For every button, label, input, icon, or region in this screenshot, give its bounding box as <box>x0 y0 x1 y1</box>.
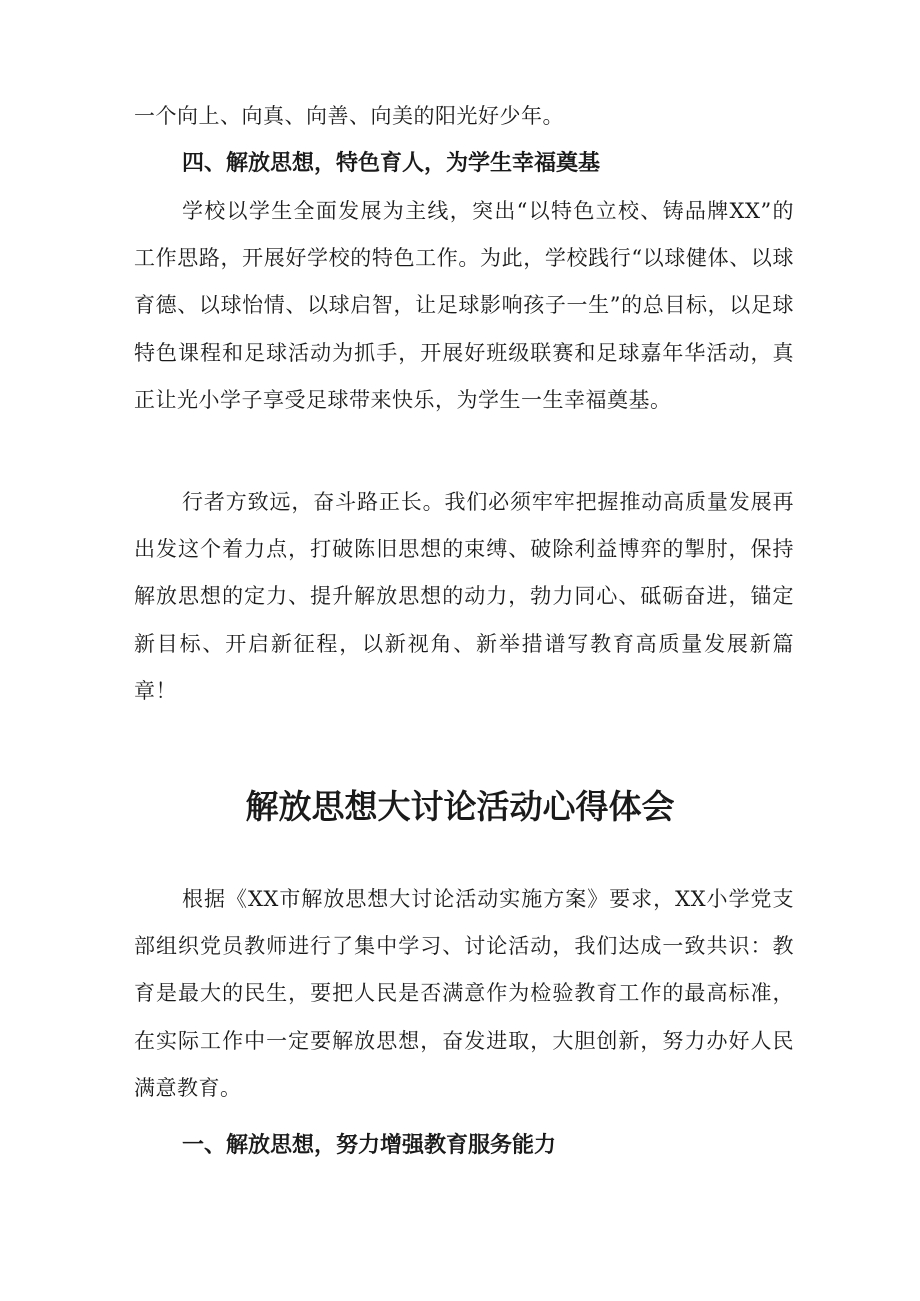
section-heading-1: 一、解放思想，努力增强教育服务能力 <box>182 1133 557 1158</box>
paragraph-school-feature: 学校以学生全面发展为主线，突出“以特色立校、铸品牌XX”的工作思路，开展好学校的特色工作。为此，学校践行“以球健体、以球育德、以球怡情、以球启智，让足球影响孩子一生”的总目标，以足球特色课程和足球活动为抓手，开展好班级联赛和足球嘉年华活动，真正让光小学子享受足球带来快乐，为学生一生幸福奠基。 <box>134 199 794 412</box>
document-title: 解放思想大讨论活动心得体会 <box>245 787 675 826</box>
section-heading-4: 四、解放思想，特色育人，为学生幸福奠基 <box>182 151 601 176</box>
paragraph-closing: 行者方致远，奋斗路正长。我们必须牢牢把握推动高质量发展再出发这个着力点，打破陈旧思想的束缚、破除利益博弈的掣肘，保持解放思想的定力、提升解放思想的动力，勃力同心、砥砺奋进，锚定新目标、开启新征程，以新视角、新举措谱写教育高质量发展新篇章！ <box>134 490 794 703</box>
paragraph-intro: 根据《XX市解放思想大讨论活动实施方案》要求，XX小学党支部组织党员教师进行了集中学习、讨论活动，我们达成一致共识：教育是最大的民生，要把人民是否满意作为检验教育工作的最高标准，在实际工作中一定要解放思想，奋发进取，大胆创新，努力办好人民满意教育。 <box>134 887 794 1100</box>
paragraph-top-line: 一个向上、向真、向善、向美的阳光好少年。 <box>134 104 564 128</box>
